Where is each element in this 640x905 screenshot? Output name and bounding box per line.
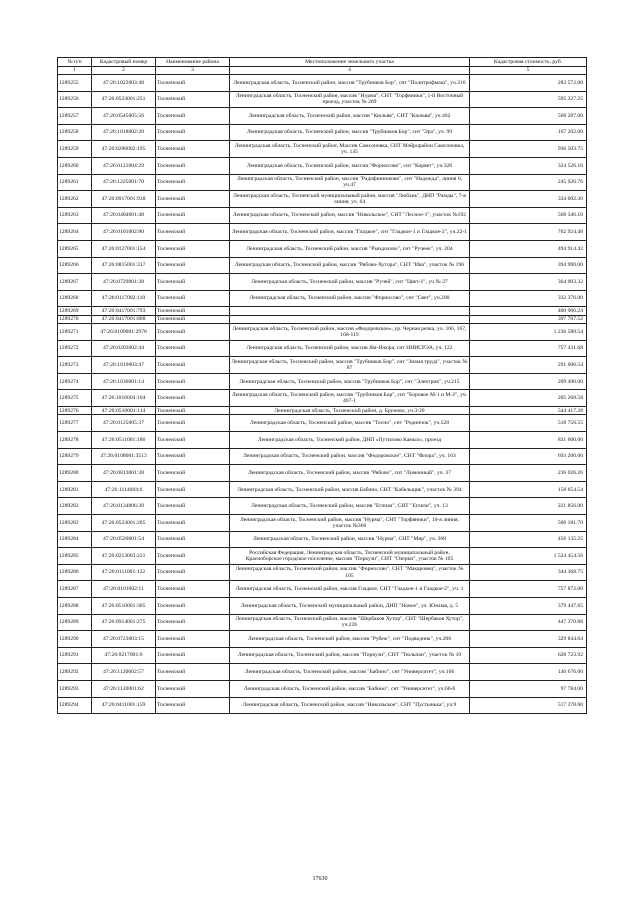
row-number-cell: 1289290 [58,631,92,648]
cadastral-value-cell: 329 844.64 [470,631,587,648]
location-cell: Ленинградская область, Тосненский район, массив "Кюльвя", СНТ "Кюльвя", уч.402 [230,108,470,125]
cadastral-value-cell: 379 447.65 [470,597,587,614]
table-row [58,498,587,515]
district-cell: Тосненский [156,515,230,532]
table-row [58,157,587,174]
cadastral-number-cell: 47:26:0723003:15 [92,631,156,648]
header-row-number: № п/п [58,58,92,67]
table-row [58,548,587,565]
district-cell: Тосненский [156,373,230,390]
district-cell: Тосненский [156,680,230,697]
location-cell: Ленинградская область, Тосненский муниципальный район, массив "Любань", ДНП "Рамды", 7-я линия, уч. 64 [230,191,470,208]
district-cell: Тосненский [156,548,230,565]
row-number-cell: 1289275 [58,390,92,407]
cadastral-number-cell: 47:26:1019003:47 [92,357,156,374]
row-number-cell: 1289282 [58,498,92,515]
cadastral-value-cell: 334 002.30 [470,191,587,208]
cadastral-number-cell: 47:26:0917001:938 [92,191,156,208]
cadastral-number-cell: 47:26:0108001:3513 [92,448,156,465]
table-row [58,680,587,697]
row-number-cell: 1289293 [58,680,92,697]
cadastral-value-cell: 936 503.75 [470,141,587,158]
cadastral-number-cell: 47:26:0813001:38 [92,465,156,482]
cadastral-number-cell: 47:26:1120001:62 [92,680,156,697]
table-row [58,531,587,548]
district-cell: Тосненский [156,531,230,548]
table-row [58,407,587,415]
location-cell: Ленинградская область, Тосненский район, массив "Бабино", снт "Университет", уч.60-б [230,680,470,697]
page-number: 17630 [312,876,328,882]
table-row [58,75,587,92]
table-row [58,141,587,158]
cadastral-number-cell: 47:26:0404001:48 [92,207,156,224]
district-cell: Тосненский [156,75,230,92]
district-cell: Тосненский [156,498,230,515]
location-cell: Ленинградская область, Тосненский район, массив "Рубеж", снт "Подводник", уч.206 [230,631,470,648]
cadastral-number-cell: 47:26:0729001:38 [92,274,156,291]
row-number-cell: 1289292 [58,664,92,681]
cadastral-value-cell: 568 287.00 [470,108,587,125]
row-number-cell: 1289278 [58,432,92,449]
location-cell: Ленинградская область, Тосненский район, массив "Нурма", СНТ "Торфяники", 1-й Восточный проезд, участок № 269 [230,91,470,108]
row-number-cell: 1289281 [58,481,92,498]
location-cell: Ленинградская область, Тосненский район, массив Гладкое, СНТ "Гладкое-1 и Гладкое-2", уч. 1 [230,581,470,598]
cadastral-value-cell: 167 202.00 [470,124,587,141]
location-cell: Ленинградская область, Тосненский район, массив "Трубников Бор", снт "Боровое М-1 и М-2", уч. 467-1 [230,390,470,407]
cadastral-value-cell: 291 606.54 [470,357,587,374]
cadastral-number-cell: 47:26:0203002:44 [92,340,156,357]
cadastral-value-cell: 324 526.16 [470,157,587,174]
cadastral-value-cell: 394 990.00 [470,257,587,274]
cadastral-value-cell: 205 268.58 [470,390,587,407]
cadastral-number-cell: 47:26:0815001:317 [92,257,156,274]
district-cell: Тосненский [156,581,230,598]
location-cell: Ленинградская область, Тосненский район, Массив Самсоновка, СНТ Мэйрорайон Самсоновка, уч. 145 [230,141,470,158]
table-row [58,373,587,390]
cadastral-number-cell: 47:26:0411001:159 [92,697,156,714]
district-cell: Тосненский [156,91,230,108]
district-cell: Тосненский [156,407,230,415]
district-cell: Тосненский [156,697,230,714]
cadastral-value-cell: 97 784.00 [470,680,587,697]
table-row [58,481,587,498]
column-number: 4 [230,67,470,75]
cadastral-number-cell: 47:26:1022003:48 [92,75,156,92]
row-number-cell: 1289286 [58,564,92,581]
document-sheet [57,57,586,714]
table-row [58,448,587,465]
header-cadastral-value: Кадастровая стоимость, руб. [470,58,587,67]
header-cadastral-number: Кадастровый номер [92,58,156,67]
table-row [58,631,587,648]
column-number: 1 [58,67,92,75]
location-cell: Ленинградская область, Тосненский район, массив Бабино, СНТ "Кабельщик", участок № 394 [230,481,470,498]
table-row [58,224,587,241]
row-number-cell: 1289291 [58,647,92,664]
district-cell: Тосненский [156,614,230,631]
cadastral-number-cell: 47:26:0101002:80 [92,224,156,241]
row-number-cell: 1289260 [58,157,92,174]
cadastral-value-cell: 628 723.92 [470,647,587,664]
table-row [58,290,587,307]
table-row [58,432,587,449]
district-cell: Тосненский [156,597,230,614]
row-number-cell: 1289268 [58,290,92,307]
row-number-cell: 1289256 [58,91,92,108]
cadastral-number-cell: 47:26:0101002:11 [92,581,156,598]
district-cell: Тосненский [156,357,230,374]
row-number-cell: 1289262 [58,191,92,208]
district-cell: Тосненский [156,307,230,315]
row-number-cell: 1289269 [58,307,92,315]
location-cell [230,307,470,315]
location-cell [230,315,470,323]
row-number-cell: 1289258 [58,124,92,141]
district-cell: Тосненский [156,290,230,307]
table-row [58,614,587,631]
cadastral-number-cell: 47:26:1018002:20 [92,124,156,141]
location-cell: Ленинградская область, Тосненский район, массив "Форносово", снт "Свет", уч.200 [230,290,470,307]
column-number-row [58,67,587,75]
row-number-cell: 1289273 [58,357,92,374]
location-cell: Ленинградская область, Тосненский район, массив "Никольское", СНТ "Лесное-1", участок №192 [230,207,470,224]
row-number-cell: 1289280 [58,465,92,482]
location-cell: Ленинградская область, Тосненский муниципальный район, ДНП "Новое", ул. Южная, д. 5 [230,597,470,614]
cadastral-value-cell: 757 872.00 [470,581,587,598]
district-cell: Тосненский [156,191,230,208]
cadastral-number-cell: 47:26:0511001:186 [92,432,156,449]
location-cell: Ленинградская область, Тосненский район, массив Ям-Ижора, снт НИИСРЭА, уч. 122 [230,340,470,357]
district-cell: Тосненский [156,481,230,498]
table-row [58,315,587,323]
cadastral-number-cell: 47:26:0417001:808 [92,315,156,323]
table-row [58,597,587,614]
location-cell: Ленинградская область, Тосненский район, массив "Поркузи", СНТ "Тюльпан", участок № 10 [230,647,470,664]
cadastral-number-cell: 47:26:0217001:6 [92,647,156,664]
district-cell: Тосненский [156,274,230,291]
cadastral-value-cell: 146 676.00 [470,664,587,681]
column-number: 2 [92,67,156,75]
district-cell: Тосненский [156,564,230,581]
district-cell: Тосненский [156,224,230,241]
table-row [58,390,587,407]
district-cell: Тосненский [156,390,230,407]
table-row [58,307,587,315]
row-number-cell: 1289283 [58,515,92,532]
location-cell: Ленинградская область, Тосненский район, массив «Федоровское», ур. Черная речка, уч. 166, 167, 168-119 [230,324,470,341]
table-row [58,515,587,532]
header-district-name: Наименование района [156,58,230,67]
cadastral-value-cell: 245 926.76 [470,174,587,191]
cadastral-value-cell: 518 756.55 [470,415,587,432]
cadastral-number-cell: 47:26:0109001:2978 [92,324,156,341]
district-cell: Тосненский [156,448,230,465]
location-cell: Ленинградская область, Тосненский район, массив "Шербаков Хутор", СНТ "Шербаков Хутор", уч.226 [230,614,470,631]
cadastral-number-cell: 47:26:0111001:122 [92,564,156,581]
table-row [58,357,587,374]
table-row [58,340,587,357]
location-cell: Ленинградская область, Тосненский район, массив "Тосно", снт "Родничок", уч.528 [230,415,470,432]
cadastral-value-cell: 762 924.48 [470,224,587,241]
district-cell: Тосненский [156,174,230,191]
location-cell: Ленинградская область, Тосненский район, массив "Рындолово", снт "Ручеек", уч. 204 [230,240,470,257]
table-row [58,581,587,598]
cadastral-number-cell: 47:26:0523001:251 [92,91,156,108]
cadastral-number-cell: 47:26:0127001:154 [92,240,156,257]
row-number-cell: 1289272 [58,340,92,357]
cadastral-number-cell: 47:26:0417001:793 [92,307,156,315]
cadastral-value-table [57,57,587,714]
district-cell: Тосненский [156,141,230,158]
row-number-cell: 1289265 [58,240,92,257]
cadastral-value-cell: 447 370.88 [470,614,587,631]
row-number-cell: 1289267 [58,274,92,291]
table-row [58,697,587,714]
table-row [58,564,587,581]
row-number-cell: 1289279 [58,448,92,465]
district-cell: Тосненский [156,240,230,257]
cadastral-number-cell: 47:26:0206002:195 [92,141,156,158]
cadastral-number-cell: 47:26:0523001:205 [92,515,156,532]
cadastral-number-cell: 47:26:1114004:6 [92,481,156,498]
district-cell: Тосненский [156,315,230,323]
row-number-cell: 1289266 [58,257,92,274]
cadastral-value-cell: 364 003.32 [470,274,587,291]
row-number-cell: 1289294 [58,697,92,714]
row-number-cell: 1289270 [58,315,92,323]
cadastral-number-cell: 47:26:0213003:221 [92,548,156,565]
table-row [58,274,587,291]
cadastral-number-cell: 47:26:0134006:30 [92,498,156,515]
cadastral-value-cell: 595 327.25 [470,91,587,108]
district-cell: Тосненский [156,631,230,648]
table-row [58,124,587,141]
location-cell: Ленинградская область, Тосненский район, д. Бруново, уч.3-20 [230,407,470,415]
district-cell: Тосненский [156,664,230,681]
cadastral-value-cell: 344 368.75 [470,564,587,581]
cadastral-value-cell: 693 200.00 [470,448,587,465]
district-cell: Тосненский [156,108,230,125]
row-number-cell: 1289277 [58,415,92,432]
table-row [58,91,587,108]
district-cell: Тосненский [156,340,230,357]
row-number-cell: 1289261 [58,174,92,191]
table-row [58,240,587,257]
cadastral-value-cell: 400 906.24 [470,307,587,315]
location-cell: Ленинградская область, Тосненский район, массив "Форносово", снт "Корвет", уч.328 [230,157,470,174]
location-cell: Российская Федерация, Ленинградская область, Тосненский муниципальный район, Красноборское городское поселение, массив "Поркузи", СНТ "Озерки", участок № 105 [230,548,470,565]
cadastral-value-cell: 221 856.00 [470,498,587,515]
cadastral-number-cell: 47:26:0121004:29 [92,157,156,174]
cadastral-value-cell: 209 490.00 [470,373,587,390]
cadastral-value-cell: 831 600.00 [470,432,587,449]
table-header-row [58,58,587,67]
table-row [58,174,587,191]
table-row [58,257,587,274]
cadastral-number-cell: 47:26:0510001:305 [92,597,156,614]
district-cell: Тосненский [156,207,230,224]
row-number-cell: 1289263 [58,207,92,224]
location-cell: Ленинградская область, Тосненский район, массив "Никольское", СНТ "Пустынька", уч.9 [230,697,470,714]
cadastral-value-cell: 456 135.25 [470,531,587,548]
location-cell: Ленинградская область, Тосненский район, массив "Рябово-Хутора", СНТ "Ива", участок № 196 [230,257,470,274]
location-cell: Ленинградская область, Тосненский район, массив "Трубников Бор", снт "Знамя труда", участок № 87 [230,357,470,374]
cadastral-value-cell: 283 572.00 [470,75,587,92]
cadastral-number-cell: 47:26:0117002:110 [92,290,156,307]
column-number: 5 [470,67,587,75]
cadastral-value-cell: 1 236 588.54 [470,324,587,341]
location-cell: Ленинградская область, Тосненский район, массив "Гладкое", снт "Гладкое-1 и Гладкое-2", уч.22-1 [230,224,470,241]
table-row [58,647,587,664]
cadastral-number-cell: 47:26:1016004:104 [92,390,156,407]
cadastral-value-cell: 544 417.28 [470,407,587,415]
cadastral-value-cell: 517 378.80 [470,697,587,714]
cadastral-value-cell: 397 707.52 [470,315,587,323]
cadastral-number-cell: 47:26:0520001:54 [92,531,156,548]
row-number-cell: 1289274 [58,373,92,390]
row-number-cell: 1289255 [58,75,92,92]
row-number-cell: 1289285 [58,548,92,565]
table-row [58,108,587,125]
location-cell: Ленинградская область, Тосненский район, массив "Федоровское", СНТ "Флора", уч. 163 [230,448,470,465]
table-row [58,415,587,432]
cadastral-number-cell: 47:26:1036001:14 [92,373,156,390]
cadastral-value-cell: 158 654.54 [470,481,587,498]
row-number-cell: 1289284 [58,531,92,548]
row-number-cell: 1289257 [58,108,92,125]
cadastral-number-cell: 47:26:0545005:56 [92,108,156,125]
column-number: 3 [156,67,230,75]
location-cell: Ленинградская область, Тосненский район, ДНП «Путилово Камыл», проезд [230,432,470,449]
table-row [58,207,587,224]
location-cell: Ленинградская область, Тосненский район, массив "Рябово", снт "Лимонный", уч. 37 [230,465,470,482]
table-row [58,465,587,482]
table-row [58,324,587,341]
location-cell: Ленинградская область, Тосненский район, массив "Трубников Бор", снт "Политрофмаш", уч.316 [230,75,470,92]
cadastral-value-cell: 494 914.42 [470,240,587,257]
row-number-cell: 1289264 [58,224,92,241]
district-cell: Тосненский [156,465,230,482]
cadastral-value-cell: 506 181.70 [470,515,587,532]
row-number-cell: 1289288 [58,597,92,614]
cadastral-value-cell: 332 376.00 [470,290,587,307]
row-number-cell: 1289259 [58,141,92,158]
district-cell: Тосненский [156,124,230,141]
location-cell: Ленинградская область, Тосненский район, массив "Бабино", снт "Университет", уч.166 [230,664,470,681]
header-location: Местоположение земельного участка [230,58,470,67]
district-cell: Тосненский [156,257,230,274]
table-row [58,191,587,208]
cadastral-number-cell: 47:26:1120002:57 [92,664,156,681]
district-cell: Тосненский [156,157,230,174]
district-cell: Тосненский [156,432,230,449]
district-cell: Тосненский [156,647,230,664]
location-cell: Ленинградская область, Тосненский район, массив "Форносово", СНТ "Макаровец", участок № 105 [230,564,470,581]
cadastral-number-cell: 47:26:1225001:70 [92,174,156,191]
location-cell: Ленинградская область, Тосненский район, массив "Нурма", СНТ "Торфяники", 10-я линия, участок №366 [230,515,470,532]
location-cell: Ленинградская область, Тосненский район, массив "Ручей", снт "Цвет-1", уч № 27 [230,274,470,291]
cadastral-value-cell: 757 431.68 [470,340,587,357]
row-number-cell: 1289276 [58,407,92,415]
location-cell: Ленинградская область, Тосненский район, массив "Трубников Бор", снт "Электрик", уч.215 [230,373,470,390]
row-number-cell: 1289289 [58,614,92,631]
row-number-cell: 1289271 [58,324,92,341]
location-cell: Ленинградская область, Тосненский район, массив "Радофинниково", снт "Надежда", линия 6, уч.47 [230,174,470,191]
location-cell: Ленинградская область, Тосненский район, массив "Нурма", СНТ "Мир", уч. 368 [230,531,470,548]
cadastral-value-cell: 1 524 454.56 [470,548,587,565]
cadastral-value-cell: 568 346.10 [470,207,587,224]
cadastral-value-cell: 236 026.26 [470,465,587,482]
cadastral-number-cell: 47:26:0914001:275 [92,614,156,631]
cadastral-number-cell: 47:26:0125005:37 [92,415,156,432]
district-cell: Тосненский [156,415,230,432]
table-body [58,75,587,714]
row-number-cell: 1289287 [58,581,92,598]
table-row [58,664,587,681]
district-cell: Тосненский [156,324,230,341]
location-cell: Ленинградская область, Тосненский район, массив "Еглизи", СНТ "Еглизи", уч. 13 [230,498,470,515]
location-cell: Ленинградская область, Тосненский район, массив "Трубников Бор", снт "Эра", уч. 99 [230,124,470,141]
cadastral-number-cell: 47:26:0510001:114 [92,407,156,415]
